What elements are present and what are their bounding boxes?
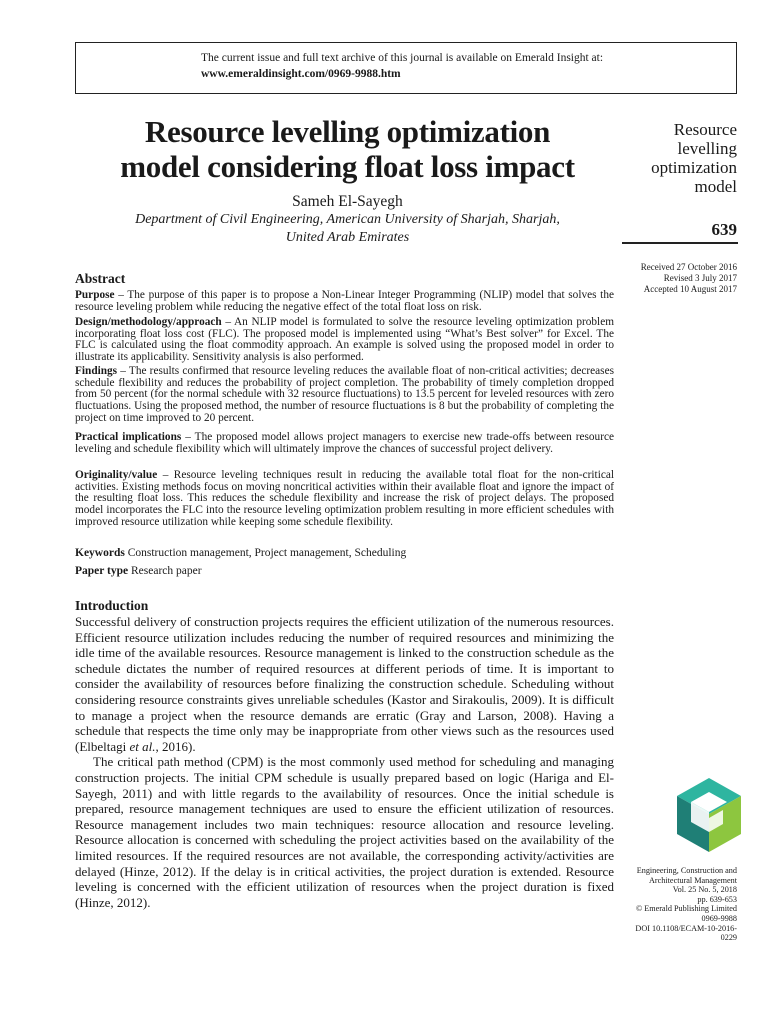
- running-head-line: optimization: [651, 158, 737, 177]
- abstract-findings: [75, 366, 614, 425]
- paper-type-label: Paper type: [75, 565, 129, 577]
- intro-paragraph-1: [75, 614, 614, 754]
- submission-dates: [622, 262, 737, 295]
- design-label: Design/methodology/approach: [75, 316, 222, 328]
- journal-volume: Vol. 25 No. 5, 2018: [672, 885, 737, 895]
- affiliation-line-1: Department of Civil Engineering, American University of Sharjah, Sharjah,: [135, 212, 560, 227]
- introduction-heading: Introduction: [75, 598, 149, 613]
- purpose-label: Purpose: [75, 289, 115, 301]
- practical-text: – The proposed model allows project managers to exercise new trade-offs between resource leveling and schedule flexibility which will ultimately improve the chances of successful project delivery.: [75, 431, 614, 455]
- findings-text: – The results confirmed that resource leveling reduces the available float of non-critical activities; decreases schedule flexibility and reduces the probability of project completion. The probability of timely completion dropped from 50 percent (for the normal schedule with 32 resource fluctuations) to 13.5 percent for leveled resources with zero fluctuations. Using the proposed method, the number of resource fluctuations is 8 but the probability of completing the project on time improved to 20 percent.: [75, 365, 614, 424]
- header-rule: [622, 242, 738, 244]
- paper-title-line-2: model considering float loss impact: [120, 149, 575, 184]
- journal-citation-info: [622, 866, 737, 943]
- purpose-text: – The purpose of this paper is to propose a Non-Linear Integer Programming (NLIP) model that solves the resource leveling problem while reducing the negative effect of the total float loss on risk.: [75, 289, 614, 313]
- access-notice-box: [75, 42, 737, 94]
- publisher: © Emerald Publishing Limited: [635, 904, 737, 914]
- keywords: [75, 547, 614, 559]
- introduction-body: [75, 614, 614, 910]
- journal-pages: pp. 639-653: [697, 894, 737, 904]
- originality-text: – Resource leveling techniques result in reducing the available total float for the non-critical activities. Existing methods focus on moving noncritical activities within their available float and ignore the impact of the resulting float loss. This reduces the schedule flexibility and increase the risk of project delays. The proposed model incorporates the FLC into the resource leveling optimization problem resulting in more efficient schedules with improved resource utilization while keeping some schedule flexibility.: [75, 469, 614, 528]
- journal-name-line-1: Engineering, Construction and: [636, 866, 737, 875]
- abstract-purpose: [75, 290, 614, 313]
- paper-type: [75, 565, 614, 577]
- design-text: – An NLIP model is formulated to solve the resource leveling optimization problem incorporating float loss cost (FLC). The proposed model is implemented using “What’s Best solver” for Excel. The FLC is calculated using the float commodity approach. An example is solved using the proposed model in order to illustrate its applicability. Sensitivity analysis is also performed.: [75, 316, 614, 364]
- paper-type-text: Research paper: [128, 565, 202, 577]
- running-head: [620, 120, 737, 196]
- findings-label: Findings: [75, 365, 118, 377]
- intro-p1-text-end: , 2016).: [155, 738, 196, 754]
- paper-title-line-1: Resource levelling optimization: [144, 114, 551, 149]
- intro-p1-etal: et al.: [129, 738, 156, 754]
- abstract-practical: [75, 432, 614, 455]
- accepted-date: Accepted 10 August 2017: [643, 284, 737, 294]
- abstract-design: [75, 317, 614, 364]
- emerald-logo-icon: [677, 778, 741, 852]
- received-date: Received 27 October 2016: [640, 262, 737, 272]
- author-name: Sameh El-Sayegh: [292, 193, 403, 210]
- intro-p1-text: Successful delivery of construction projects requires the efficient utilization of the numerous resources. Efficient resource utilization includes reducing the number of required resources and minimizing the idle time of the available resources. Resource management is linked to the construction schedule as the schedule dictates the number of required resources at different periods of time. It is important to consider the availability of resources before finalizing the construction schedule. Scheduling without considering resource constraints gives unreliable schedules (Kastor and Sirakoulis, 2009). It is difficult to manage a project when the resource demands are erratic (Gray and Larson, 2008). Having a schedule that respects the time only may be inappropriate from other views such as the resources used (Elbeltagi: [75, 614, 614, 754]
- practical-label: Practical implications: [75, 431, 182, 443]
- affiliation-line-2: United Arab Emirates: [285, 230, 410, 245]
- access-notice-text: The current issue and full text archive of this journal is available on Emerald Insight at:: [201, 52, 604, 64]
- doi: DOI 10.1108/ECAM-10-2016-0229: [635, 923, 737, 943]
- journal-url-link[interactable]: www.emeraldinsight.com/0969-9988.htm: [201, 68, 401, 80]
- running-head-line: Resource: [673, 120, 737, 139]
- author-affiliation: [75, 211, 620, 247]
- running-head-line: levelling: [677, 139, 737, 158]
- keywords-label: Keywords: [75, 547, 125, 559]
- keywords-text: Construction management, Project management, Scheduling: [124, 547, 407, 559]
- page-number: 639: [711, 220, 737, 239]
- abstract-originality: [75, 470, 614, 529]
- journal-name-line-2: Architectural Management: [649, 875, 737, 885]
- originality-label: Originality/value: [75, 469, 158, 481]
- issn: 0969-9988: [701, 913, 737, 923]
- revised-date: Revised 3 July 2017: [663, 273, 737, 283]
- running-head-line: model: [694, 177, 737, 196]
- abstract-heading: Abstract: [75, 271, 126, 286]
- intro-paragraph-2: The critical path method (CPM) is the most commonly used method for scheduling and managing construction projects. The initial CPM schedule is usually prepared based on logic (Hariga and El-Sayegh, 2011) and with little regards to the availability of resources. Once the initial schedule is prepared, resource management techniques are used to ensure the efficient utilization of resources. Resource management includes two main techniques: resource allocation and resource leveling. Resource allocation is concerned with scheduling the project activities based on the availability of the limited resources. If the required resources are not available, the corresponding activity/activities are delayed (Hinze, 2012). If the delay is in critical activities, the project duration is extended. Resource leveling is concerned with the efficient utilization of resources when the project duration is fixed (Hinze, 2012).: [75, 754, 614, 910]
- paper-title: [75, 114, 620, 184]
